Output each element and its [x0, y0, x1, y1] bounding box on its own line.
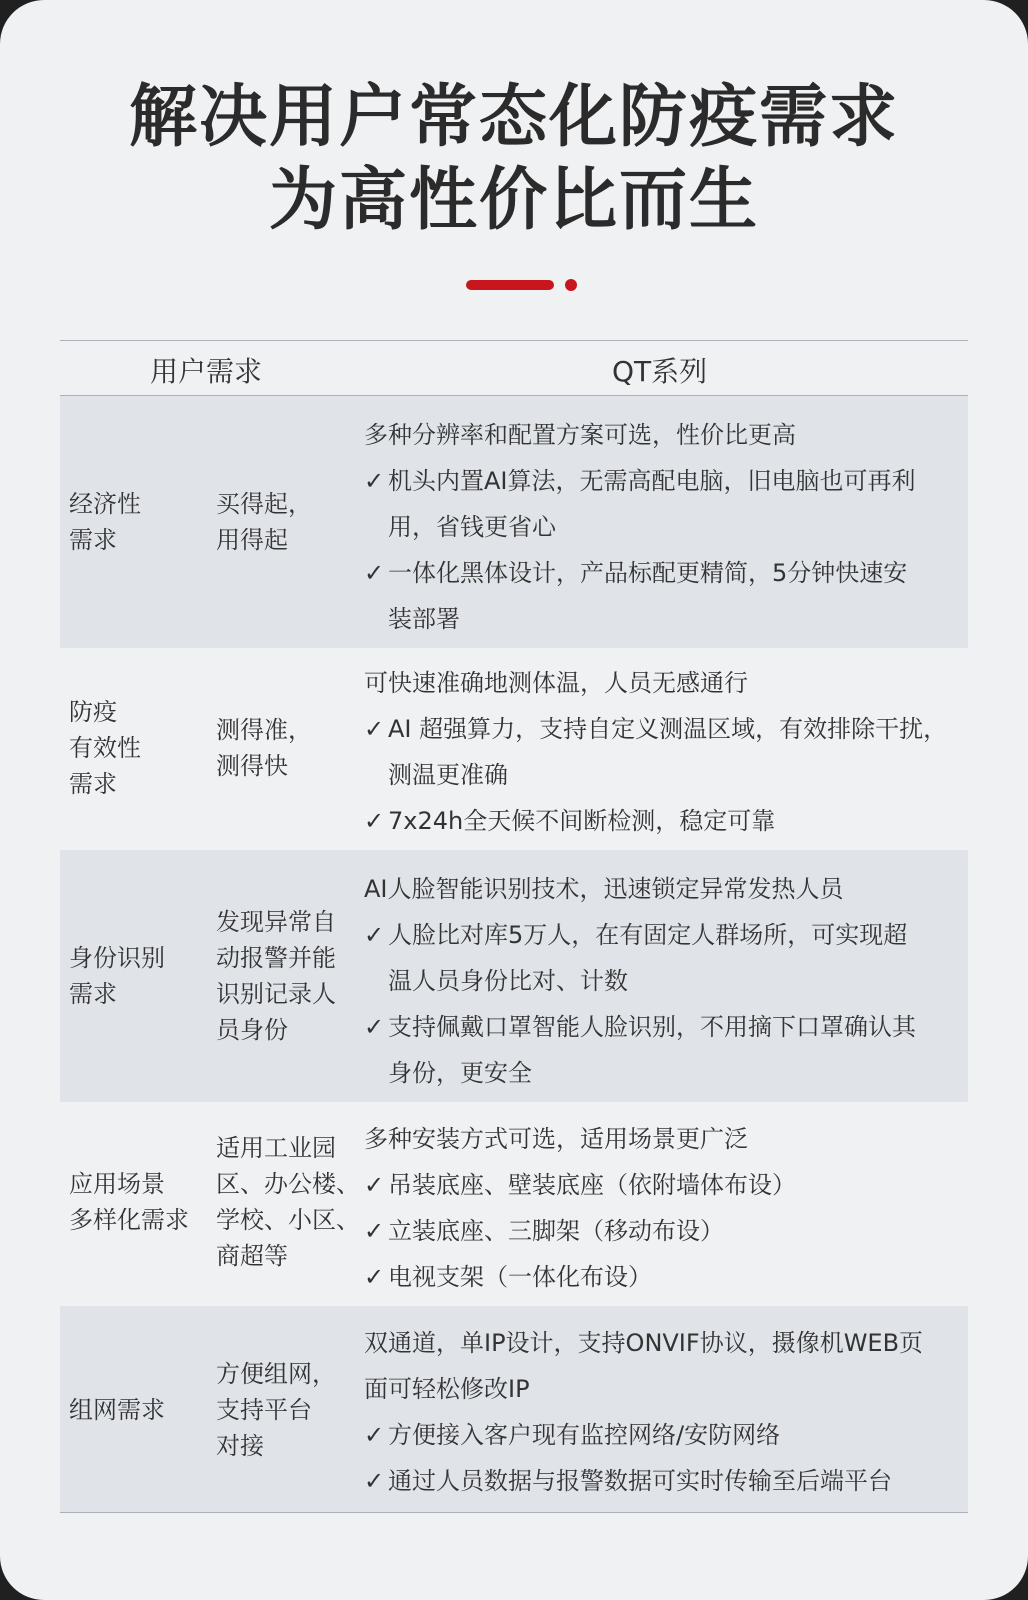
feature-intro: 双通道，单IP设计，支持ONVIF协议，摄像机WEB页 — [364, 1329, 924, 1357]
feature-item: ✓ 吊装底座、壁装底座（依附墙体布设） — [364, 1162, 964, 1208]
category-cell: 防疫 有效性 需求 — [69, 698, 141, 798]
feature-item: ✓ AI 超强算力，支持自定义测温区域，有效排除干扰， 测温更准确 — [364, 706, 964, 798]
table-row — [60, 850, 968, 1102]
feature-intro: 可快速准确地测体温，人员无感通行 — [364, 669, 748, 697]
table-header — [60, 340, 968, 396]
accent-dot — [565, 279, 577, 291]
feature-item: ✓ 电视支架（一体化布设） — [364, 1254, 964, 1300]
table-row — [60, 1306, 968, 1513]
feature-item: ✓ 通过人员数据与报警数据可实时传输至后端平台 — [364, 1458, 964, 1504]
feature-intro: 面可轻松修改IP — [364, 1375, 530, 1403]
table-row — [60, 396, 968, 648]
need-cell: 测得准， 测得快 — [216, 716, 312, 780]
description-cell — [364, 412, 964, 642]
check-icon: ✓ — [364, 1421, 385, 1449]
feature-item: ✓ 立装底座、三脚架（移动布设） — [364, 1208, 964, 1254]
feature-item: ✓ 方便接入客户现有监控网络/安防网络 — [364, 1412, 964, 1458]
check-icon: ✓ — [364, 559, 385, 587]
column-header-qt-series: QT系列 — [612, 355, 708, 388]
category-cell: 身份识别 需求 — [69, 944, 165, 1008]
comparison-table — [60, 340, 968, 1513]
description-cell — [364, 1116, 964, 1300]
check-icon: ✓ — [364, 1171, 385, 1199]
feature-intro: 多种安装方式可选，适用场景更广泛 — [364, 1125, 748, 1153]
feature-item: ✓ 支持佩戴口罩智能人脸识别，不用摘下口罩确认其 身份，更安全 — [364, 1004, 964, 1096]
check-icon: ✓ — [364, 1263, 385, 1291]
description-cell — [364, 1320, 964, 1504]
category-cell: 组网需求 — [69, 1396, 165, 1424]
feature-item: ✓ 一体化黑体设计，产品标配更精简，5分钟快速安 装部署 — [364, 550, 964, 642]
table-row — [60, 1102, 968, 1306]
check-icon: ✓ — [364, 467, 385, 495]
check-icon: ✓ — [364, 1013, 385, 1041]
page-title-line1: 解决用户常态化防疫需求 — [128, 78, 899, 157]
feature-item: ✓ 7x24h全天候不间断检测，稳定可靠 — [364, 798, 964, 844]
category-cell: 应用场景 多样化需求 — [69, 1170, 189, 1234]
need-cell: 买得起， 用得起 — [216, 490, 312, 554]
page-title-line2: 为高性价比而生 — [268, 161, 759, 240]
feature-item: ✓ 人脸比对库5万人，在有固定人群场所，可实现超 温人员身份比对、计数 — [364, 912, 964, 1004]
accent-bar — [466, 280, 554, 290]
check-icon: ✓ — [364, 807, 385, 835]
feature-item: ✓ 机头内置AI算法，无需高配电脑，旧电脑也可再利 用，省钱更省心 — [364, 458, 964, 550]
check-icon: ✓ — [364, 1217, 385, 1245]
need-cell: 方便组网， 支持平台 对接 — [216, 1360, 336, 1460]
feature-intro: 多种分辨率和配置方案可选，性价比更高 — [364, 421, 796, 449]
column-header-user-needs: 用户需求 — [150, 355, 263, 388]
description-cell — [364, 660, 964, 844]
table-row — [60, 648, 968, 850]
category-cell: 经济性 需求 — [69, 490, 141, 554]
check-icon: ✓ — [364, 715, 385, 743]
need-cell: 适用工业园 区、办公楼、 学校、小区、 商超等 — [216, 1134, 360, 1270]
feature-intro: AI人脸智能识别技术，迅速锁定异常发热人员 — [364, 875, 844, 903]
check-icon: ✓ — [364, 1467, 385, 1495]
description-cell — [364, 866, 964, 1096]
need-cell: 发现异常自 动报警并能 识别记录人 员身份 — [216, 908, 336, 1044]
check-icon: ✓ — [364, 921, 385, 949]
